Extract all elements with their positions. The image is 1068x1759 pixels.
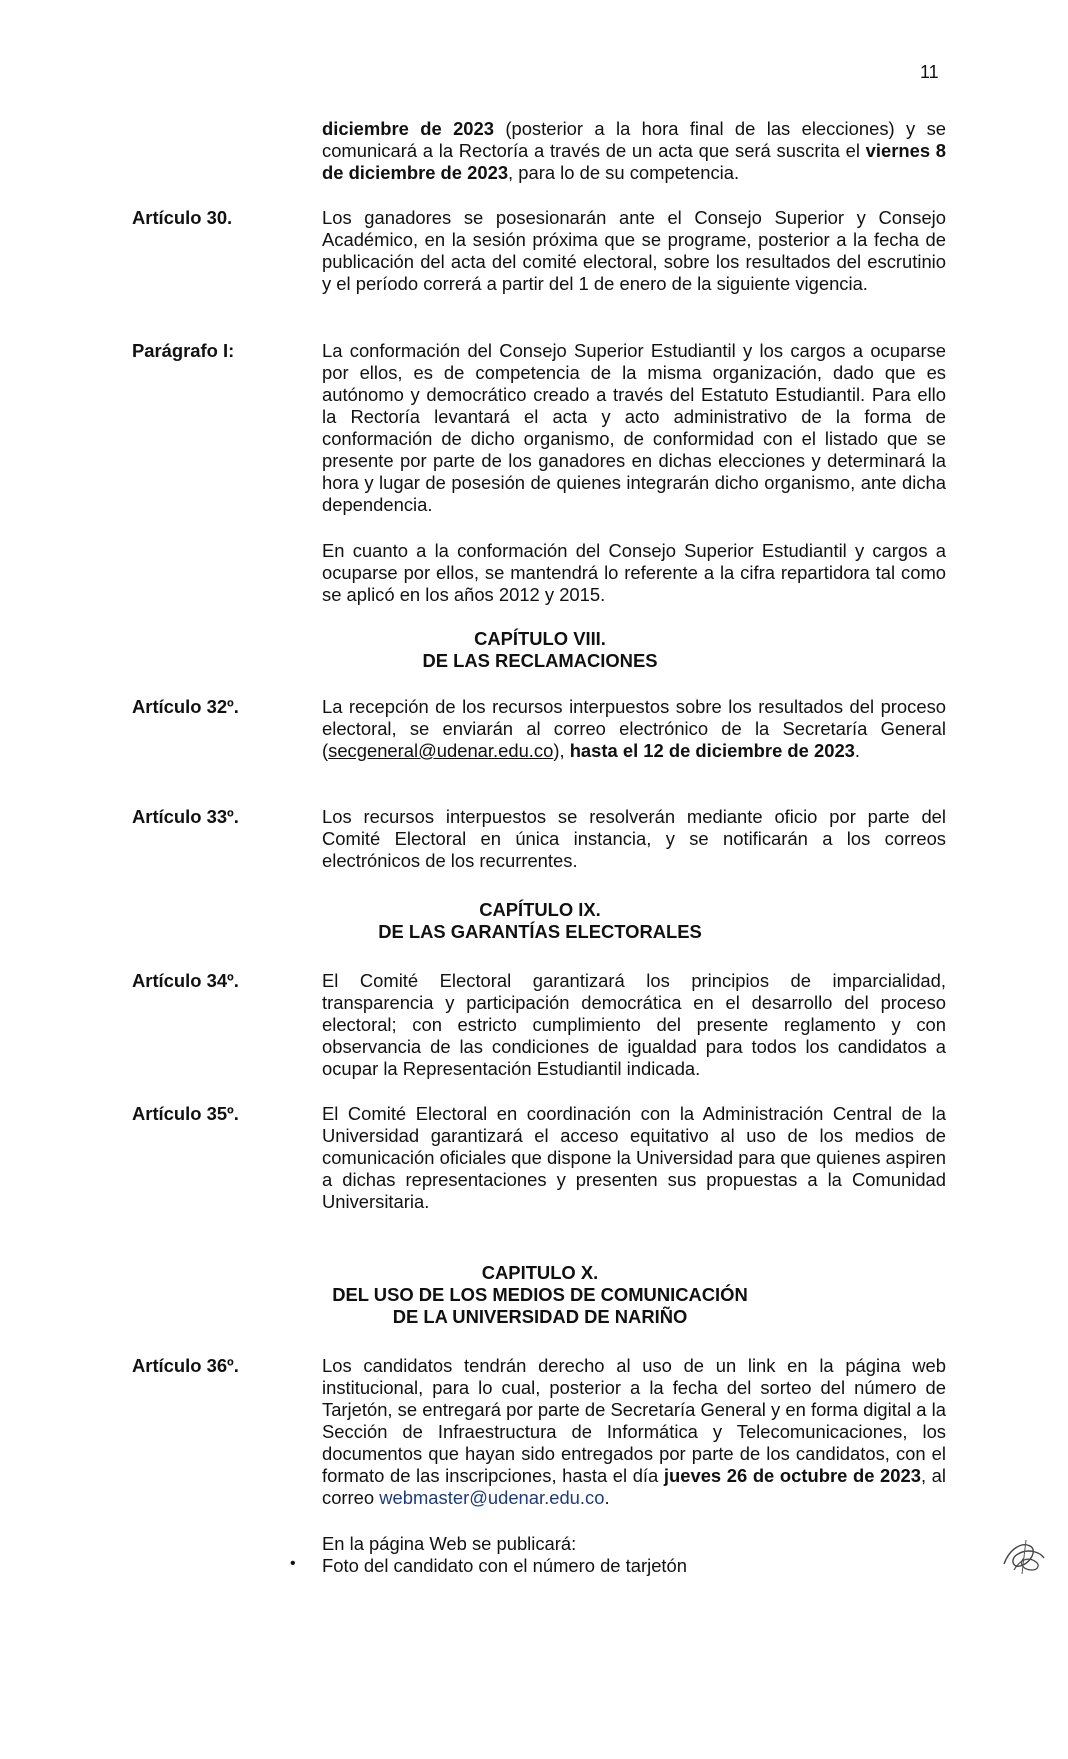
paragrafo1-text-2: En cuanto a la conformación del Consejo Superior Estudiantil y cargos a ocuparse por ellos, se mantendrá lo referente a la cifra repartidora tal como se aplicó en los años 2012 y 2015. [322, 540, 946, 605]
art33-label: Artículo 33º. [132, 806, 239, 827]
art34-text: El Comité Electoral garantizará los principios de imparcialidad, transparencia y participación democrática en el desarrollo del proceso electoral; con estricto cumplimiento del presente reglamento y con observancia de las condiciones de igualdad para todos los candidatos a ocupar la Representación Estudiantil indicada. [322, 970, 946, 1079]
art32-text-2: ), [553, 740, 570, 761]
intro-text-1: (posterior a la hora final de las elecciones) y se comunicará a la Rectoría a través de un acta que será suscrita el [322, 118, 946, 161]
art36-deadline: jueves 26 de octubre de 2023 [663, 1465, 921, 1486]
art35-text: El Comité Electoral en coordinación con la Administración Central de la Universidad garantizará el acceso equitativo al uso de los medios de comunicación oficiales que dispone la Universidad para que quienes aspiren a dichas representaciones y presenten sus propuestas a la Comunidad Universitaria. [322, 1103, 946, 1212]
paragrafo1-text: La conformación del Consejo Superior Estudiantil y los cargos a ocuparse por ellos, es de competencia de la misma organización, dado que es autónomo y democrático creado a través del Estatuto Estudiantil. Para ello la Rectoría levantará el acta y acto administrativo de la forma de conformación de dicho organismo, de conformidad con el listado que se presente por parte de los ganadores en dichas elecciones y determinará la hora y lugar de posesión de quienes integrarán dicho organismo, ante dicha dependencia. [322, 340, 946, 515]
art32-label: Artículo 32º. [132, 696, 239, 717]
chapter-10-title: DEL USO DE LOS MEDIOS DE COMUNICACIÓN [332, 1284, 748, 1305]
secgeneral-email-link[interactable]: secgeneral@udenar.edu.co [328, 740, 554, 761]
chapter-10-subtitle: DE LA UNIVERSIDAD DE NARIÑO [392, 1306, 688, 1327]
webmaster-email-link[interactable]: webmaster@udenar.edu.co [379, 1487, 605, 1508]
intro-paragraph [322, 118, 946, 184]
art32-text [322, 696, 946, 762]
chapter-10-heading [322, 1262, 758, 1328]
chapter-9-heading [322, 899, 758, 943]
art36-text [322, 1355, 946, 1509]
art36-text-1: Los candidatos tendrán derecho al uso de un link en la página web institucional, para lo cual, posterior a la fecha del sorteo del número de Tarjetón, se entregará por parte de Secretaría General y en forma digital a la Sección de Infraestructura de Informática y Telecomunicaciones, los documentos que hayan sido entregados por parte de los candidatos, con el formato de las inscripciones, hasta el día [322, 1355, 946, 1486]
art36-label: Artículo 36º. [132, 1355, 239, 1376]
chapter-9-number: CAPÍTULO IX. [479, 899, 601, 920]
art33-text: Los recursos interpuestos se resolverán mediante oficio por parte del Comité Electoral en única instancia, y se notificarán a los correos electrónicos de los recurrentes. [322, 806, 946, 871]
art36-text-3: . [604, 1487, 610, 1508]
web-intro: En la página Web se publicará: [322, 1533, 577, 1554]
art30-label: Artículo 30. [132, 207, 233, 228]
art35-label: Artículo 35º. [132, 1103, 239, 1124]
chapter-8-title: DE LAS RECLAMACIONES [422, 650, 658, 671]
paragrafo1-label: Parágrafo I: [132, 340, 235, 361]
art30-text: Los ganadores se posesionarán ante el Consejo Superior y Consejo Académico, en la sesión próxima que se programe, posterior a la fecha de publicación del acta del comité electoral, sobre los resultados del escrutinio y el período correrá a partir del 1 de enero de la siguiente vigencia. [322, 207, 946, 294]
art36-text-2: , al correo [322, 1465, 946, 1508]
art32-text-3: . [854, 740, 861, 761]
signature-icon [1000, 1534, 1048, 1578]
chapter-8-number: CAPÍTULO VIII. [474, 628, 606, 649]
art32-text-1: La recepción de los recursos interpuestos sobre los resultados del proceso electoral, se enviarán al correo electrónico de la Secretaría General ( [322, 696, 946, 761]
intro-bold-date: diciembre de 2023 [322, 118, 494, 139]
art34-label: Artículo 34º. [132, 970, 239, 991]
intro-bold-date-2: viernes 8 de diciembre de 2023 [322, 140, 947, 183]
page-number: 11 [920, 62, 939, 82]
chapter-8-heading [322, 628, 758, 672]
art32-deadline: hasta el 12 de diciembre de 2023 [569, 740, 855, 761]
chapter-9-title: DE LAS GARANTÍAS ELECTORALES [378, 921, 702, 942]
intro-text-2: , para lo de su competencia. [508, 162, 740, 183]
bullet-icon: • [290, 1555, 296, 1572]
web-list-item-1: Foto del candidato con el número de tarjetón [322, 1555, 687, 1576]
chapter-10-number: CAPITULO X. [481, 1262, 599, 1283]
